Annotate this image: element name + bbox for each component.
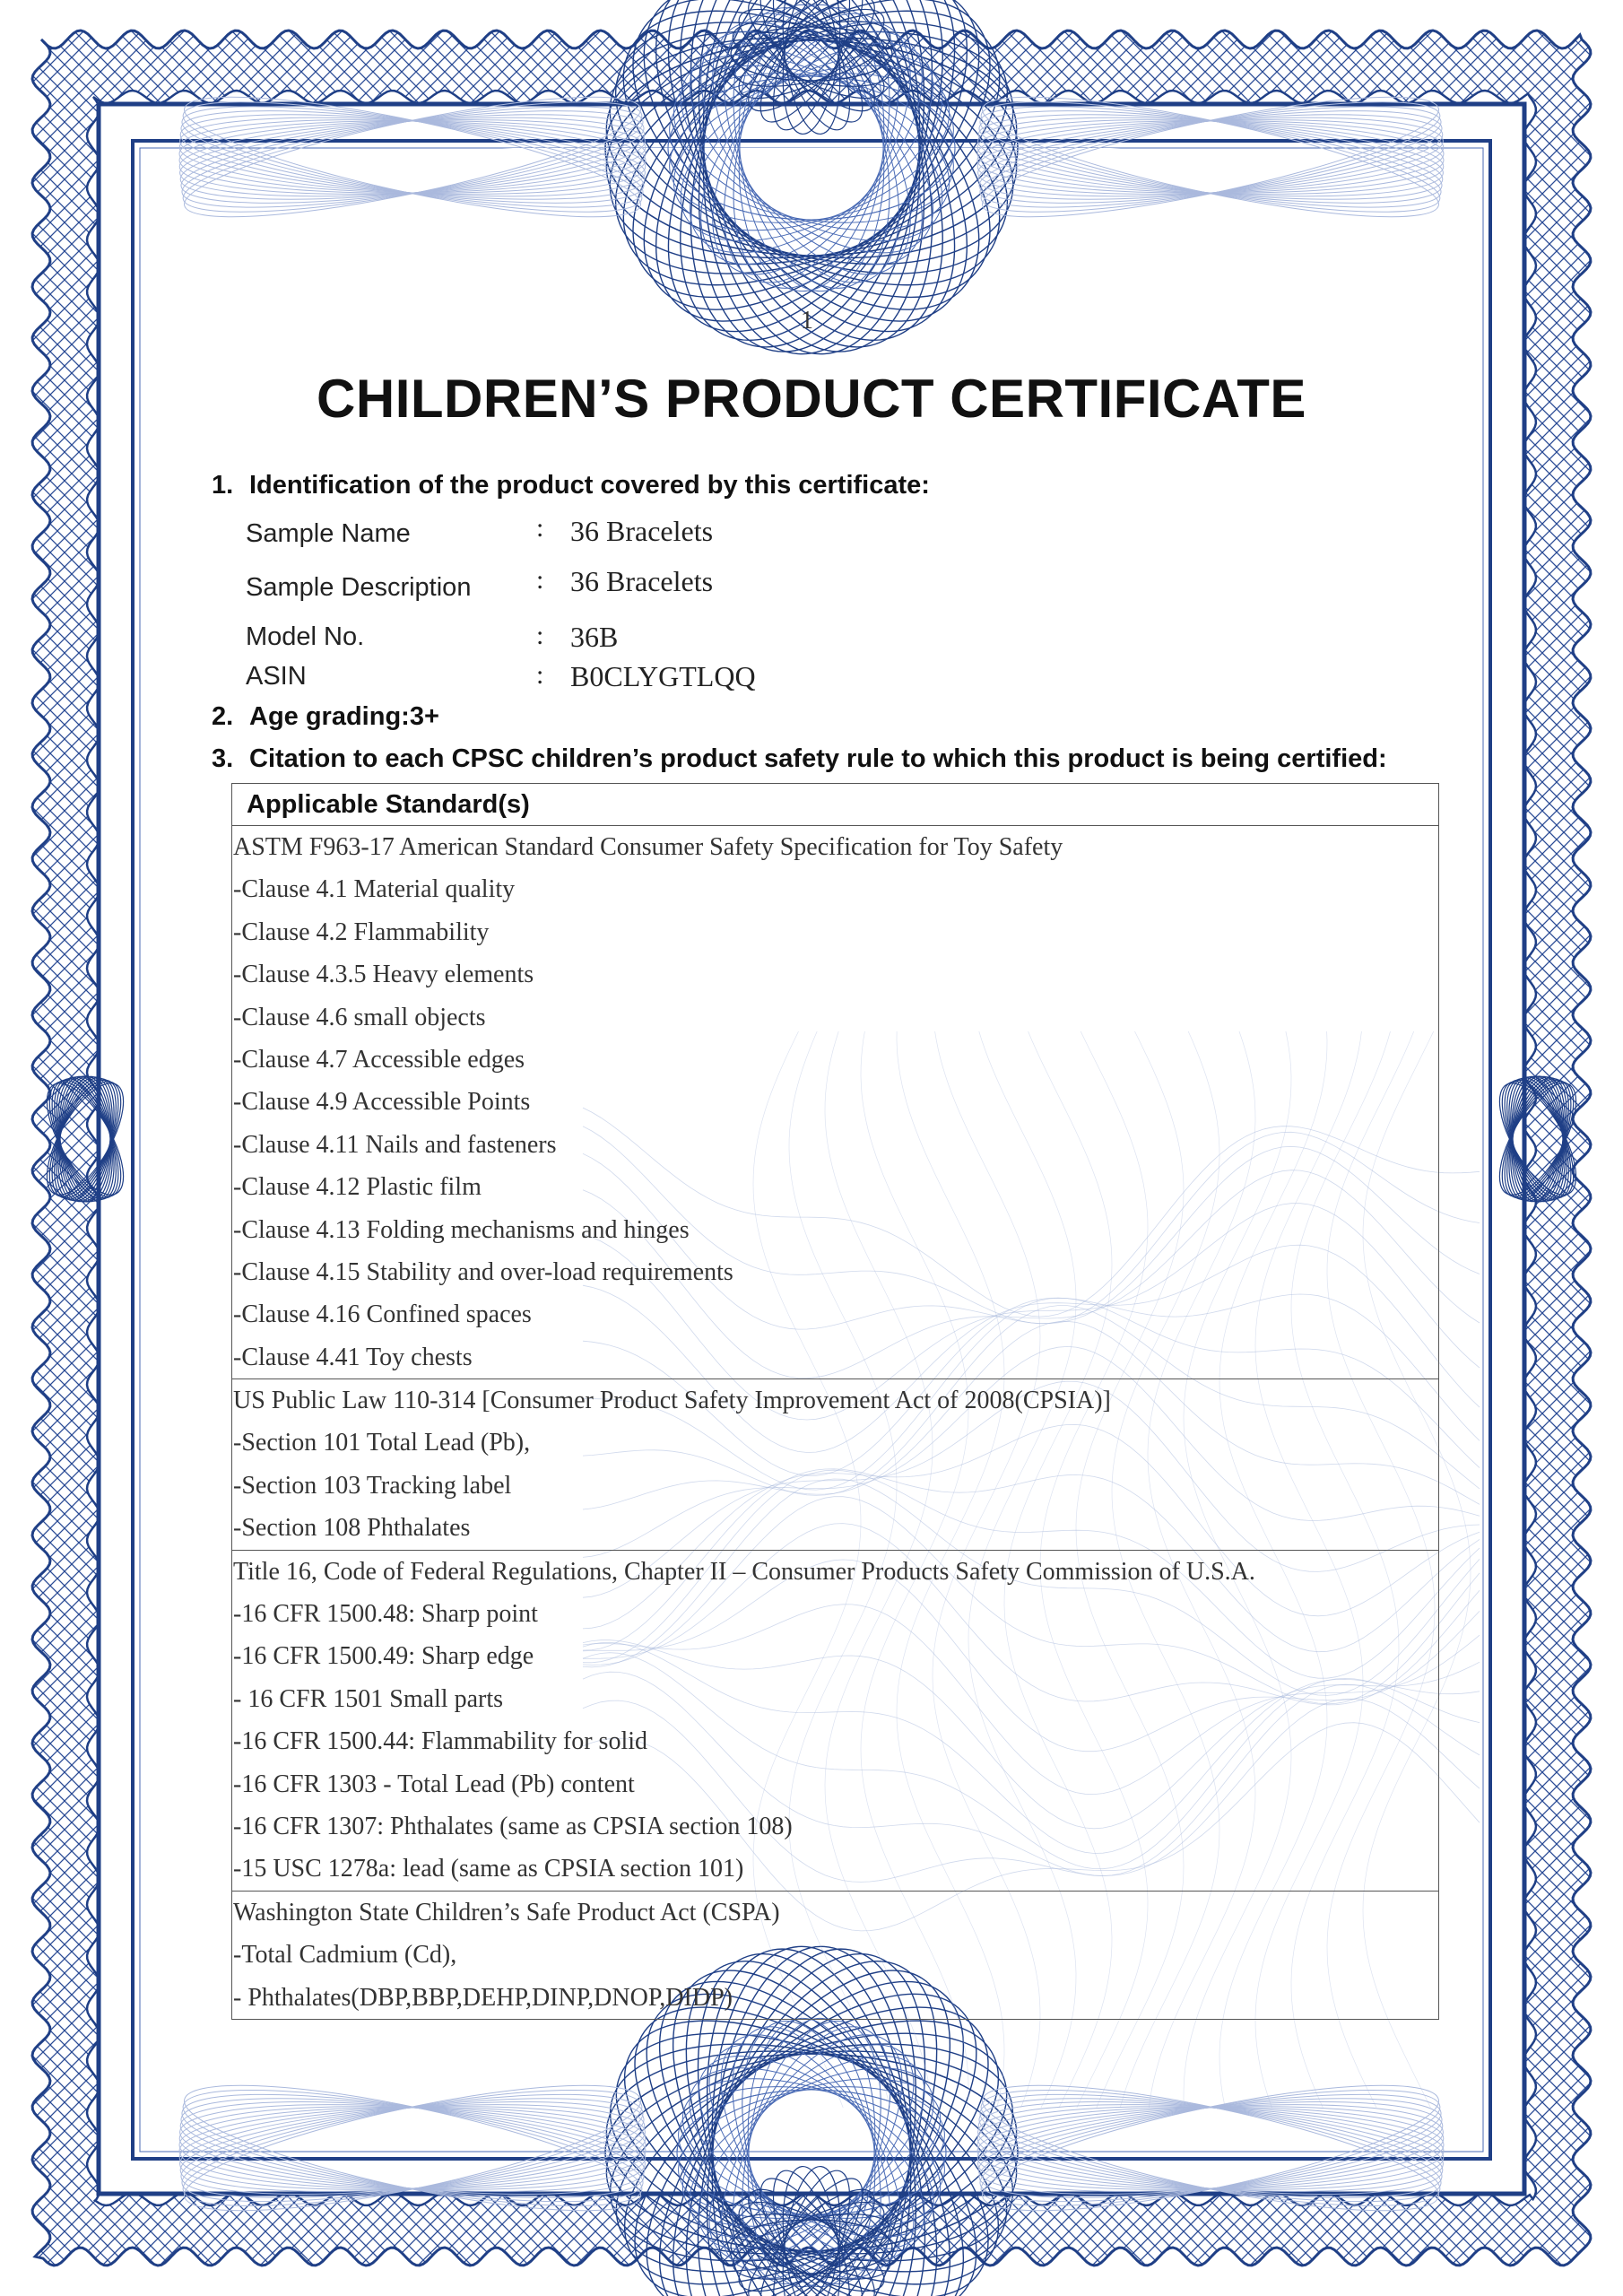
standard-clause: -Clause 4.15 Stability and over-load requirements <box>233 1257 733 1286</box>
model-number-label: Model No. <box>246 622 365 651</box>
standard-clause: -Clause 4.9 Accessible Points <box>233 1088 531 1117</box>
standard-clause: - Phthalates(DBP,BBP,DEHP,DINP,DNOP,DIDP) <box>233 1983 733 2012</box>
sample-name-label: Sample Name <box>246 519 411 548</box>
standard-group-row <box>232 1891 1439 2019</box>
standard-clause: -Total Cadmium (Cd), <box>233 1941 457 1970</box>
standard-clause: -Clause 4.12 Plastic film <box>233 1173 482 1202</box>
standard-group-cell <box>232 1891 1439 2019</box>
age-grading-text: Age grading:3+ <box>249 702 439 731</box>
table-header-applicable-standards: Applicable Standard(s) <box>232 784 1439 826</box>
standard-clause: -Section 101 Total Lead (Pb), <box>233 1429 531 1457</box>
field-colon: : <box>536 565 544 595</box>
standard-clause: -16 CFR 1307: Phthalates (same as CPSIA section 108) <box>233 1812 793 1840</box>
sample-description-value: 36 Bracelets <box>570 565 714 597</box>
standard-clause: -Clause 4.6 small objects <box>233 1003 486 1031</box>
standard-group-cell <box>232 1379 1439 1551</box>
page-number: 1 <box>801 307 813 335</box>
standard-clause: -16 CFR 1500.49: Sharp edge <box>233 1642 534 1671</box>
standard-group-row <box>232 1550 1439 1891</box>
table-header-row <box>232 784 1439 826</box>
standard-clause: -Clause 4.7 Accessible edges <box>233 1045 525 1074</box>
standard-clause: -Clause 4.11 Nails and fasteners <box>233 1130 557 1159</box>
sample-description-label: Sample Description <box>246 573 472 602</box>
field-colon: : <box>536 660 544 690</box>
asin-value: B0CLYGTLQQ <box>570 660 756 692</box>
certificate-title: CHILDREN’S PRODUCT CERTIFICATE <box>317 369 1306 429</box>
model-number-value: 36B <box>570 621 619 653</box>
standard-group-title: Title 16, Code of Federal Regulations, Chapter II – Consumer Products Safety Commission of U.S.A. <box>233 1557 1255 1586</box>
section-2-heading <box>212 702 439 732</box>
section-1-heading <box>212 471 930 500</box>
standard-group-cell <box>232 826 1439 1379</box>
standard-group-title: Washington State Children’s Safe Product Act (CSPA) <box>233 1898 780 1926</box>
standard-clause: -Clause 4.2 Flammability <box>233 918 490 946</box>
standard-clause: -Clause 4.1 Material quality <box>233 875 516 904</box>
section-heading-text: Identification of the product covered by this certificate: <box>249 471 930 500</box>
standard-clause: -Section 108 Phthalates <box>233 1514 471 1543</box>
sample-name-value: 36 Bracelets <box>570 515 714 547</box>
section-number: 2. <box>212 702 234 731</box>
standard-group-title: ASTM F963-17 American Standard Consumer Safety Specification for Toy Safety <box>233 833 1063 861</box>
standards-table-body <box>232 826 1439 2020</box>
standard-clause: -16 CFR 1500.44: Flammability for solid <box>233 1727 648 1756</box>
standard-clause: -15 USC 1278a: lead (same as CPSIA section 101) <box>233 1855 744 1883</box>
section-heading-text: Citation to each CPSC children’s product safety rule to which this product is being certified: <box>249 744 1387 773</box>
section-number: 1. <box>212 471 234 500</box>
standard-group-row <box>232 826 1439 1379</box>
standard-clause: -Clause 4.13 Folding mechanisms and hinges <box>233 1215 690 1244</box>
standard-clause: -16 CFR 1500.48: Sharp point <box>233 1600 538 1629</box>
standard-clause: -16 CFR 1303 - Total Lead (Pb) content <box>233 1770 635 1798</box>
standard-group-row <box>232 1379 1439 1551</box>
section-number: 3. <box>212 744 234 773</box>
field-colon: : <box>536 513 544 543</box>
standards-table <box>231 783 1439 2020</box>
standard-clause: -Section 103 Tracking label <box>233 1471 512 1500</box>
section-3-heading <box>212 744 1387 774</box>
standard-group-title: US Public Law 110-314 [Consumer Product Safety Improvement Act of 2008(CPSIA)] <box>233 1387 1111 1415</box>
field-colon: : <box>536 621 544 650</box>
standard-clause: -Clause 4.41 Toy chests <box>233 1343 473 1371</box>
standard-clause: -Clause 4.16 Confined spaces <box>233 1300 532 1329</box>
asin-label: ASIN <box>246 662 307 691</box>
standard-clause: - 16 CFR 1501 Small parts <box>233 1684 504 1713</box>
standard-group-cell <box>232 1550 1439 1891</box>
standard-clause: -Clause 4.3.5 Heavy elements <box>233 961 534 989</box>
